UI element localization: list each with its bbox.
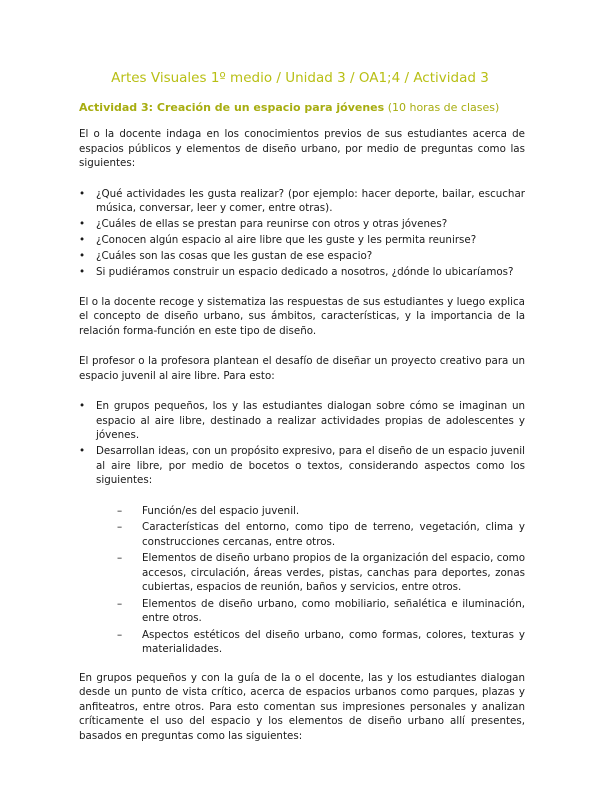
list-item: – Aspectos estéticos del diseño urbano, como formas, colores, texturas y materialidades. [117, 628, 525, 657]
list-item: • En grupos pequeños, los y las estudiantes dialogan sobre cómo se imaginan un espacio al aire libre, destinado a realizar actividades propias de adolescentes y jóvenes. [79, 399, 525, 443]
intro-paragraph: El o la docente indaga en los conocimientos previos de sus estudiantes acerca de espacios públicos y elementos de diseño urbano, por medio de preguntas como las siguientes: [79, 128, 525, 169]
list-item: • ¿Cuáles son las cosas que les gustan de ese espacio? [79, 249, 525, 264]
challenge-paragraph: El profesor o la profesora plantean el desafío de diseñar un proyecto creativo para un espacio juvenil al aire libre. Para esto: [79, 355, 525, 382]
questions-list [79, 187, 525, 280]
list-item: • ¿Cuáles de ellas se prestan para reunirse con otros y otras jóvenes? [79, 217, 525, 232]
group-dialogue-paragraph: En grupos pequeños y con la guía de la o el docente, las y los estudiantes dialogan desde un punto de vista crítico, acerca de espacios urbanos como parques, plazas y anfiteatros, entre otros. Para esto comentan sus impresiones personales y analizan críticamente el uso del espacio y los elementos de diseño urbano allí presentes, basados en preguntas como las siguientes: [79, 671, 525, 742]
list-item: – Elementos de diseño urbano propios de la organización del espacio, como accesos, circulación, áreas verdes, pistas, canchas para deportes, zonas cubiertas, espacios de reunión, baños y servicios, entre otros. [117, 551, 525, 595]
list-item: • Si pudiéramos construir un espacio dedicado a nosotros, ¿dónde lo ubicaríamos? [79, 265, 525, 280]
aspects-list [79, 504, 525, 657]
list-item: – Función/es del espacio juvenil. [117, 504, 525, 519]
document-body [79, 127, 525, 759]
list-item: • Desarrollan ideas, con un propósito expresivo, para el diseño de un espacio juvenil al aire libre, por medio de bocetos o textos, considerando aspectos como los siguientes: [79, 444, 525, 488]
activity-hours: (10 horas de clases) [387, 101, 500, 114]
list-item: – Elementos de diseño urbano, como mobiliario, señalética e iluminación, entre otros. [117, 597, 525, 626]
page-header: Artes Visuales 1º medio / Unidad 3 / OA1;4 / Actividad 3 [111, 70, 489, 86]
explanation-paragraph: El o la docente recoge y sistematiza las respuestas de sus estudiantes y luego explica el concepto de diseño urbano, sus ámbitos, características, y la importancia de la relación forma-función en este tipo de diseño. [79, 295, 525, 337]
activity-title [79, 101, 539, 114]
activity-title-main: Actividad 3: Creación de un espacio para jóvenes [79, 101, 385, 114]
steps-list [79, 399, 525, 488]
list-item: – Características del entorno, como tipo de terreno, vegetación, clima y construcciones cercanas, entre otros. [117, 520, 525, 549]
list-item: • ¿Qué actividades les gusta realizar? (por ejemplo: hacer deporte, bailar, escuchar música, conversar, leer y comer, entre otras). [79, 187, 525, 216]
list-item: • ¿Conocen algún espacio al aire libre que les guste y les permita reunirse? [79, 233, 525, 248]
